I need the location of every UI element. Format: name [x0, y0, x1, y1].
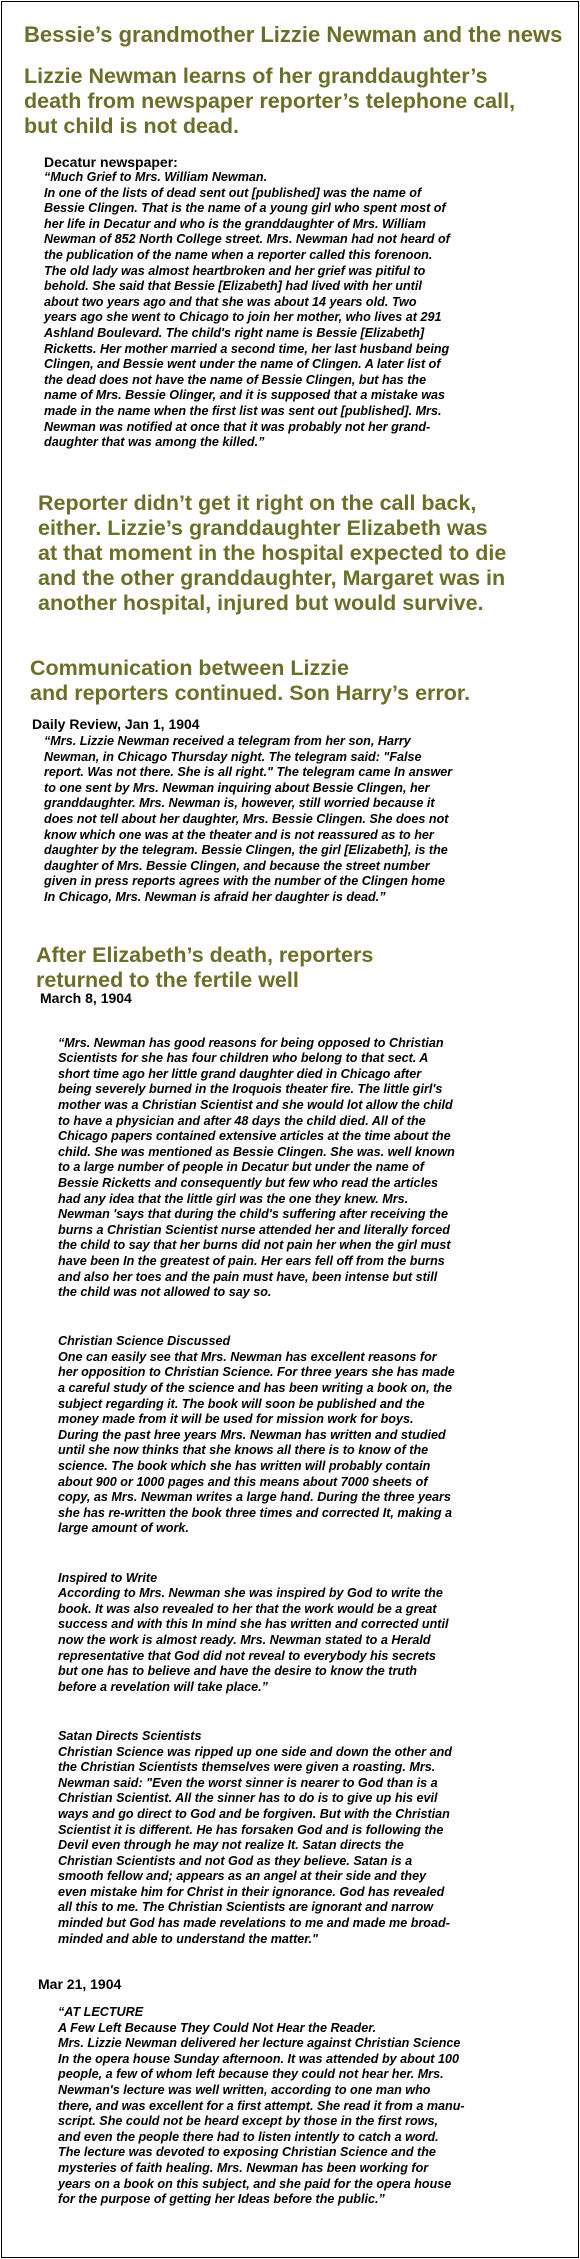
- section4-paragraph-satan: Satan Directs Scientists Christian Science was ripped up one side and down the other and the Christian Scientists themselves were given a roasting. Mrs. Newman said: "Even the worst sinner is nearer to God than is a Christian Scientist. All the sinner has to do is to give up his evil ways and go direct to God and be forgiven. But with the Christian Scientist it is different. He has forsaken God and is following the Devil even through he may not realize It. Satan directs the Christian Scientists and not God as they believe. Satan is a smooth fellow and; appears as an angel at their side and they even mistake him for Christ in their ignorance. God has revealed all this to me. The Christian Scientists are ignorant and narrow minded but God has made revelations to me and made me broad- minded and able to understand the matter.": [58, 1728, 452, 1946]
- section1-quote: “Much Grief to Mrs. William Newman. In one of the lists of dead sent out [published] was the name of Bessie Clingen. That is the name of a young girl who spent most of her life in Decatur and who is the granddaughter of Mrs. William Newman of 852 North College street. Mrs. Newman had not heard of the publication of the name when a reporter called this forenoon. The old lady was almost heartbroken and her grief was pitiful to behold. She said that Bessie [Elizabeth] had lived with her until about two years ago and that she was about 14 years old. Two years ago she went to Chicago to join her mother, who lives at 291 Ashland Boulevard. The child's right name is Bessie [Elizabeth] Ricketts. Her mother married a second time, her last husband being Clingen, and Bessie went under the name of Clingen. A later list of the dead does not have the name of Bessie Clingen, but has the name of Mrs. Bessie Olinger, and it is supposed that a mistake was made in the name when the first list was sent out [published]. Mrs. Newman was notified at once that it was probably not her grand- daughter that was among the killed.”: [44, 170, 450, 450]
- section4-paragraph-christian-science: Christian Science Discussed One can easily see that Mrs. Newman has excellent reasons for her opposition to Christian Science. For three years she has made a careful study of the science and has been writing a book on, the subject regarding it. The book will soon be published and the money made from it will be used for mission work for boys. During the past hree years Mrs. Newman has written and studied until she now thinks that she knows all there is to know of the science. The book which she has written will probably contain about 900 or 1000 pages and this means about 7000 sheets of copy, as Mrs. Newman writes a large hand. During the three years she has re-written the book three times and corrected It, making a large amount of work.: [58, 1334, 455, 1536]
- section4-heading: After Elizabeth’s death, reporters returned to the fertile well: [36, 943, 374, 992]
- section5-source: Mar 21, 1904: [38, 1976, 122, 1992]
- section3-heading: Communication between Lizzie and reporters continued. Son Harry’s error.: [30, 656, 471, 705]
- section4-quote: [58, 1020, 563, 1963]
- page-title: Bessie’s grandmother Lizzie Newman and the news: [24, 22, 563, 47]
- section5-quote: “AT LECTURE A Few Left Because They Could Not Hear the Reader. Mrs. Lizzie Newman delivered her lecture against Christian Science In the opera house Sunday afternoon. It was attended by about 100 people, a few of whom left because they could not hear her. Mrs. Newman's lecture was well written, according to one man who there, and was excellent for a first attempt. She read it from a manu- script. She could not be heard except by those in the first rows, and even the people there had to listen intently to catch a word. The lecture was devoted to exposing Christian Science and the mysteries of faith healing. Mrs. Newman has been working for years on a book on this subject, and she paid for the opera house for the purpose of getting her Ideas before the public.”: [58, 2005, 465, 2207]
- section4-source: March 8, 1904: [40, 990, 132, 1006]
- section4-paragraph-1: “Mrs. Newman has good reasons for being opposed to Christian Scientists for she has four children who belong to that sect. A short time ago her little grand daughter died in Chicago after being severely burned in the Iroquois theater fire. The little girl's mother was a Christian Scientist and she would lot allow the child to have a physician and after 48 days the child died. All of the Chicago papers contained extensive articles at the time about the child. She was mentioned as Bessie CIingen. She was. well known to a large number of people in Decatur but under the name of Bessie Ricketts and consequently but few who read the articles had any idea that the little girl was the one they knew. Mrs. Newman 'says that during the child's suffering after receiving the burns a Christian Scientist nurse attended her and literally forced the child to say that her burns did not pain her when the girl must have been In the greatest of pain. Her ears fell off from the burns and also her toes and the pain must have, been intense but still the child was not allowed to say so.: [58, 1035, 455, 1300]
- section3-source: Daily Review, Jan 1, 1904: [32, 716, 200, 732]
- section4-paragraph-inspired: Inspired to Write According to Mrs. Newman she was inspired by God to write the book. It was also revealed to her that the work would be a great success and with this In mind she has written and corrected until now the work is almost ready. Mrs. Newman stated to a Herald representative that God did not reveal to everybody his secrets but one has to believe and have the desire to know the truth before a revelation will take place.”: [58, 1570, 449, 1694]
- section2-heading: Reporter didn’t get it right on the call back, either. Lizzie’s granddaughter Elizabeth was at that moment in the hospital expected to die and the other granddaughter, Margaret was in another hospital, injured but would survive.: [38, 491, 507, 615]
- section3-quote: “Mrs. Lizzie Newman received a telegram from her son, Harry Newman, in Chicago Thursday night. The telegram said: "False report. Was not there. She is all right." The telegram came In answer to one sent by Mrs. Newman inquiring about Bessie Clingen, her granddaughter. Mrs. Newman is, however, still worried because it does not tell about her daughter, Mrs. Bessie Clingen. She does not know which one was at the theater and is not reassured as to her daughter by the telegram. Bessie Clingen, the girl [Elizabeth], is the daughter of Mrs. Bessie Clingen, and because the street number given in press reports agrees with the number of the Clingen home In Chicago, Mrs. Newman is afraid her daughter is dead.”: [44, 734, 453, 904]
- section1-heading: Lizzie Newman learns of her granddaughter’s death from newspaper reporter’s telephone call, but child is not dead.: [24, 64, 516, 138]
- section1-source: Decatur newspaper:: [44, 154, 178, 170]
